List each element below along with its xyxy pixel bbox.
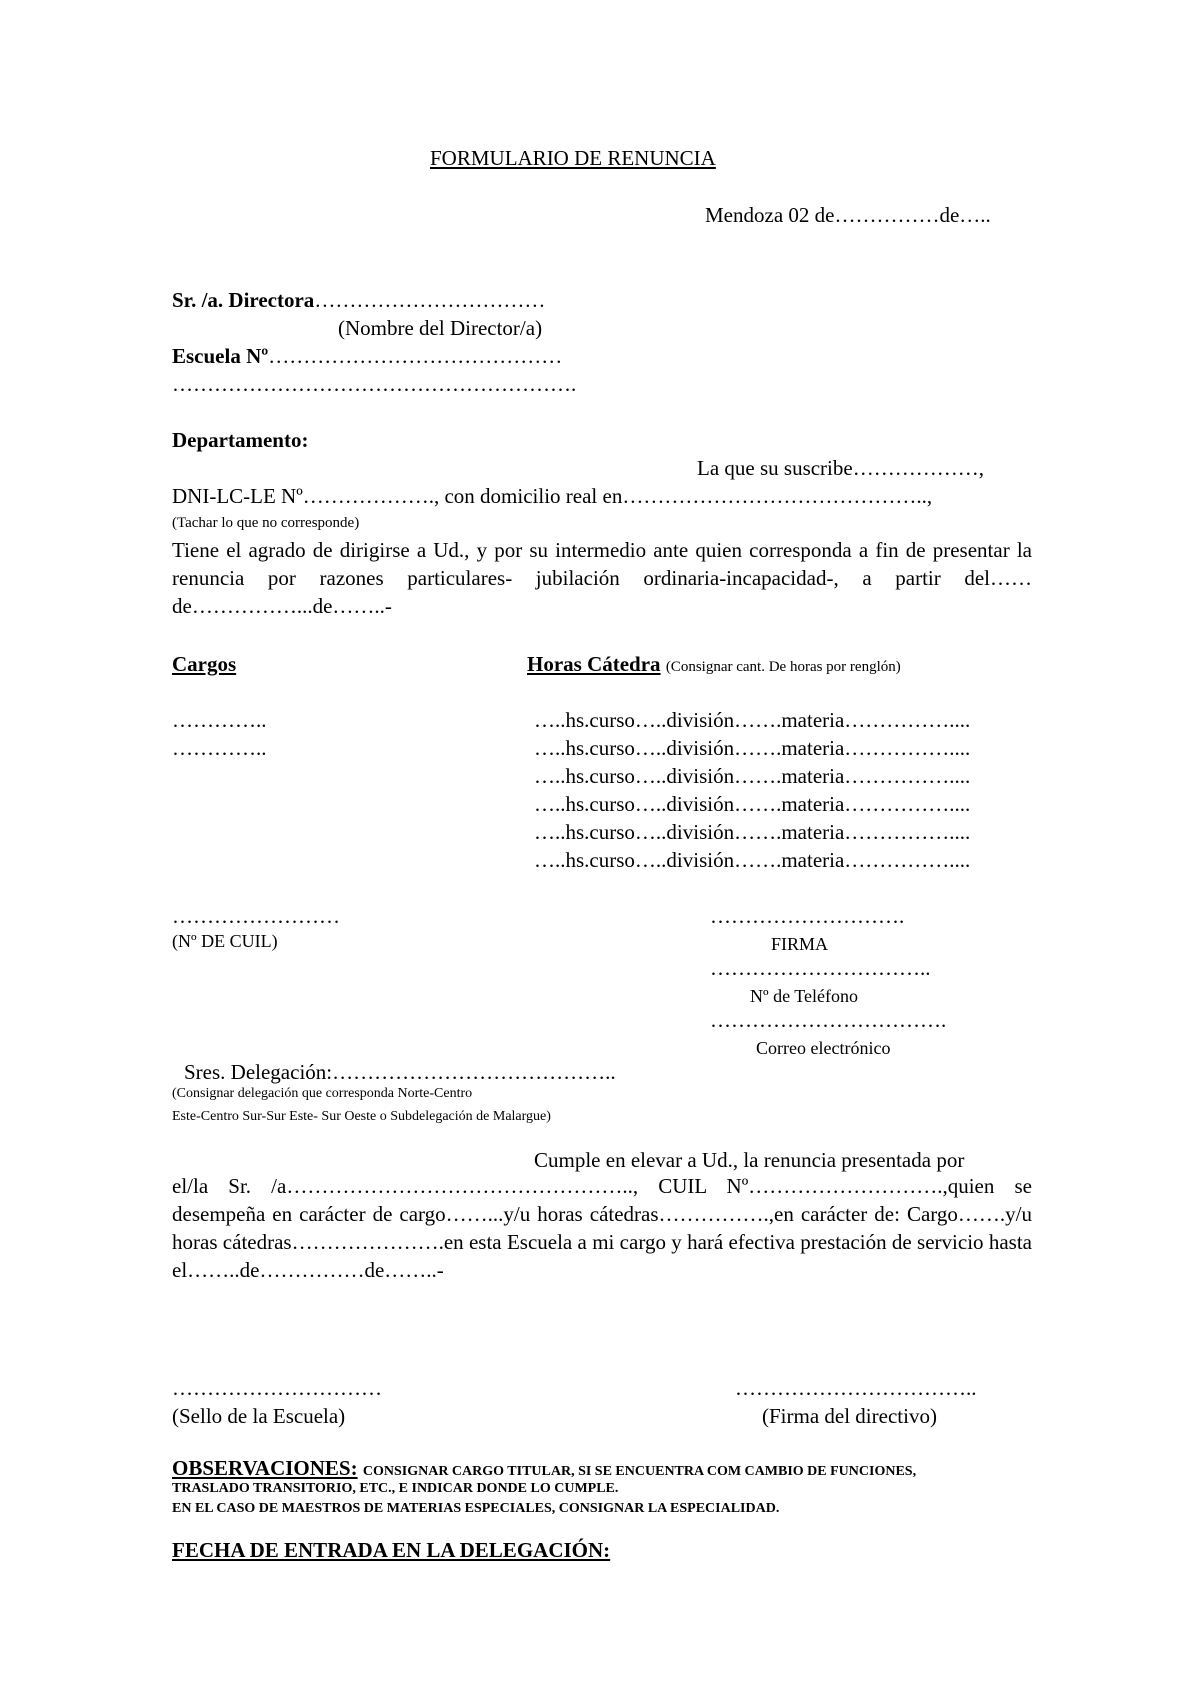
correo-label: Correo electrónico — [756, 1038, 891, 1058]
sello-label: (Sello de la Escuela) — [172, 1404, 346, 1428]
horas-row: …..hs.curso…..división…….materia…………….... — [534, 736, 971, 760]
page-title: FORMULARIO DE RENUNCIA — [430, 146, 716, 170]
correo-dots: ……………………………. — [710, 1008, 947, 1032]
dni-line: DNI-LC-LE Nº………………., con domicilio real en…………………………………….., — [172, 484, 933, 508]
directora-label: Sr. /a. Directora — [172, 288, 315, 312]
renuncia-paragraph: Tiene el agrado de dirigirse a Ud., y por su intermedio ante quien corresponda a fin de presentar la renuncia por razones particulares- jubilación ordinaria-incapacidad-, a partir del……de……………...de……..- — [172, 538, 1032, 618]
escuela-extra-dots: …………………………………………………. — [172, 372, 577, 396]
elevar-paragraph: el/la Sr. /a………………………………………….., CUIL Nº……………………….,quien se desempeña en carácter de cargo……...y/u horas cátedras…………….,en carácter de: Cargo…….y/u horas cátedras………………….en esta Escuela a mi cargo y hará efectiva prestación de servicio hasta el……..de……………de……..- — [172, 1174, 1032, 1282]
observaciones-label: OBSERVACIONES: — [172, 1456, 358, 1480]
horas-row: …..hs.curso…..división…….materia…………….... — [534, 848, 971, 872]
firma-label: FIRMA — [771, 934, 829, 954]
horas-note: (Consignar cant. De horas por renglón) — [665, 659, 901, 675]
tachar-note: (Tachar lo que no corresponde) — [172, 515, 360, 531]
escuela-line — [172, 344, 562, 368]
date-line: Mendoza 02 de……………de….. — [705, 203, 991, 227]
observaciones-text-1: CONSIGNAR CARGO TITULAR, SI SE ENCUENTRA COM CAMBIO DE FUNCIONES, — [362, 1464, 917, 1479]
escuela-dots: …………………………………… — [268, 344, 563, 368]
horas-row: …..hs.curso…..división…….materia…………….... — [534, 764, 971, 788]
directora-dots: …………………………… — [314, 288, 546, 312]
observaciones-line — [172, 1456, 916, 1480]
directivo-label: (Firma del directivo) — [762, 1404, 937, 1428]
firma-dots: ………………………. — [710, 904, 905, 928]
telefono-dots: ………………………….. — [710, 956, 931, 980]
horas-row: …..hs.curso…..división…….materia…………….... — [534, 792, 971, 816]
departamento-label: Departamento: — [172, 428, 309, 452]
delegacion-line: Sres. Delegación:………………………………….. — [184, 1060, 616, 1084]
delegacion-note-1: (Consignar delegación que corresponda Norte-Centro — [172, 1086, 473, 1101]
cargos-header: Cargos — [172, 652, 237, 676]
horas-row: …..hs.curso…..división…….materia…………….... — [534, 820, 971, 844]
sello-dots: ………………………… — [172, 1376, 382, 1400]
delegacion-note-2: Este-Centro Sur-Sur Este- Sur Oeste o Subdelegación de Malargue) — [172, 1109, 551, 1124]
horas-header: Horas Cátedra — [527, 652, 661, 676]
fecha-entrada-label: FECHA DE ENTRADA EN LA DELEGACIÓN: — [172, 1538, 611, 1562]
observaciones-text-2: TRASLADO TRANSITORIO, ETC., E INDICAR DONDE LO CUMPLE. — [172, 1481, 619, 1496]
observaciones-text-3: EN EL CASO DE MAESTROS DE MATERIAS ESPECIALES, CONSIGNAR LA ESPECIALIDAD. — [172, 1501, 780, 1516]
horas-row: …..hs.curso…..división…….materia…………….... — [534, 708, 971, 732]
cargo-row: ………….. — [172, 708, 267, 732]
telefono-label: Nº de Teléfono — [750, 986, 858, 1006]
director-name-hint: (Nombre del Director/a) — [338, 316, 543, 340]
cargo-row: ………….. — [172, 736, 267, 760]
horas-header-line — [527, 652, 901, 676]
elevar-first-line: Cumple en elevar a Ud., la renuncia presentada por — [534, 1148, 965, 1172]
escuela-label: Escuela Nº — [172, 344, 269, 368]
directora-line — [172, 288, 545, 312]
cuil-dots: …………………… — [172, 904, 340, 928]
suscribe-line: La que su suscribe………………, — [697, 456, 984, 480]
cuil-label: (Nº DE CUIL) — [172, 931, 278, 951]
directivo-dots: …………………………….. — [735, 1376, 977, 1400]
